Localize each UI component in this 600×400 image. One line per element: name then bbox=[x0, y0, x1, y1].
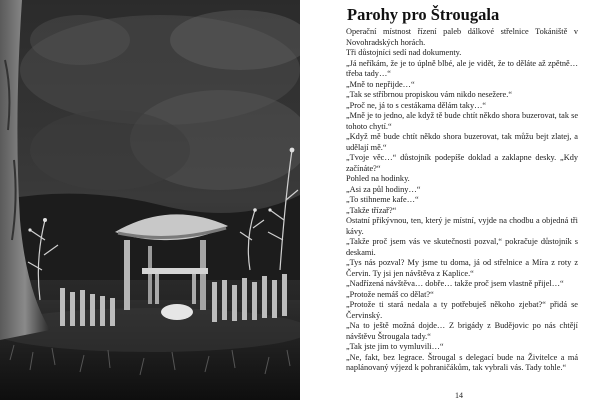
paragraph: „Tak jste jim to vymluvili…“ bbox=[346, 342, 444, 351]
paragraph: „To stihneme kafe…“ bbox=[346, 195, 419, 204]
paragraph: „Když mě bude chtít někdo shora buzerovat, tak můžu bejt zlatej, a udělají mě.“ bbox=[346, 132, 578, 152]
paragraph: „Protože nemáš co dělat?“ bbox=[346, 289, 434, 299]
paragraph: „Tys nás pozval? My jsme tu doma, já od střelnice a Míra z roty z Červin. Ty jsi jen návštěva z Kaplice.“ bbox=[346, 258, 578, 278]
paragraph: „Ne, fakt, bez legrace. Štrougal s delegací bude na Živitelce a má naplánovaný výjezd k pohraničákům, tak vybrali vás. Tady tohle.“ bbox=[346, 352, 578, 372]
paragraph: „Já neříkám, že je to úplně blbé, ale je vidět, že to děláte až zpětně… třeba tady…“ bbox=[346, 58, 578, 78]
paragraph: „Mně to nepřijde…“ bbox=[346, 79, 415, 89]
paragraph: „Mně je to jedno, ale když tě bude chtít někdo shora buzerovat, tak se tohoto chytí.“ bbox=[346, 111, 578, 131]
page-number: 14 bbox=[455, 391, 463, 400]
paragraph: „Proč ne, já to s cestákama dělám taky…“ bbox=[346, 100, 487, 110]
paragraph: Tři důstojníci sedí nad dokumenty. bbox=[346, 48, 462, 57]
chapter-title: Parohy pro Štrougala bbox=[347, 5, 500, 24]
paragraph: „Asi za půl hodiny…“ bbox=[346, 184, 421, 194]
paragraph: „Tvoje věc…“ důstojník podepíše doklad a zaklapne desky. „Kdy začínáte?“ bbox=[346, 153, 578, 173]
paragraph: „Takže proč jsem vás ve skutečnosti pozval,“ pokračuje důstojník s deskami. bbox=[346, 237, 578, 257]
chapter-body bbox=[346, 27, 578, 374]
paragraph: „Takže třízař?“ bbox=[346, 205, 397, 215]
paragraph: „Nadřízená návštěva… dobře… takže proč jsem vlastně přijel…“ bbox=[346, 279, 564, 288]
paragraph: „Tak se stříbrnou propiskou vám nikdo nesežere.“ bbox=[346, 90, 512, 99]
paragraph: Operační místnost řízení paleb dálkové střelnice Tokániště v Novohradských horách. bbox=[346, 27, 578, 47]
paragraph: „Na to ještě možná dojde… Z brigády z Budějovic po nás chtějí návštěvu Štrougala tady.“ bbox=[346, 321, 578, 341]
text-page bbox=[300, 0, 600, 400]
paragraph: Pohled na hodinky. bbox=[346, 174, 410, 183]
paragraph: Ostatní přikývnou, ten, který je místní, vyjde na chodbu a objedná tři kávy. bbox=[346, 216, 578, 236]
paragraph: „Protože ti stará nedala a ty potřebuješ někoho zjebat?“ přidá se Červinský. bbox=[346, 300, 578, 320]
